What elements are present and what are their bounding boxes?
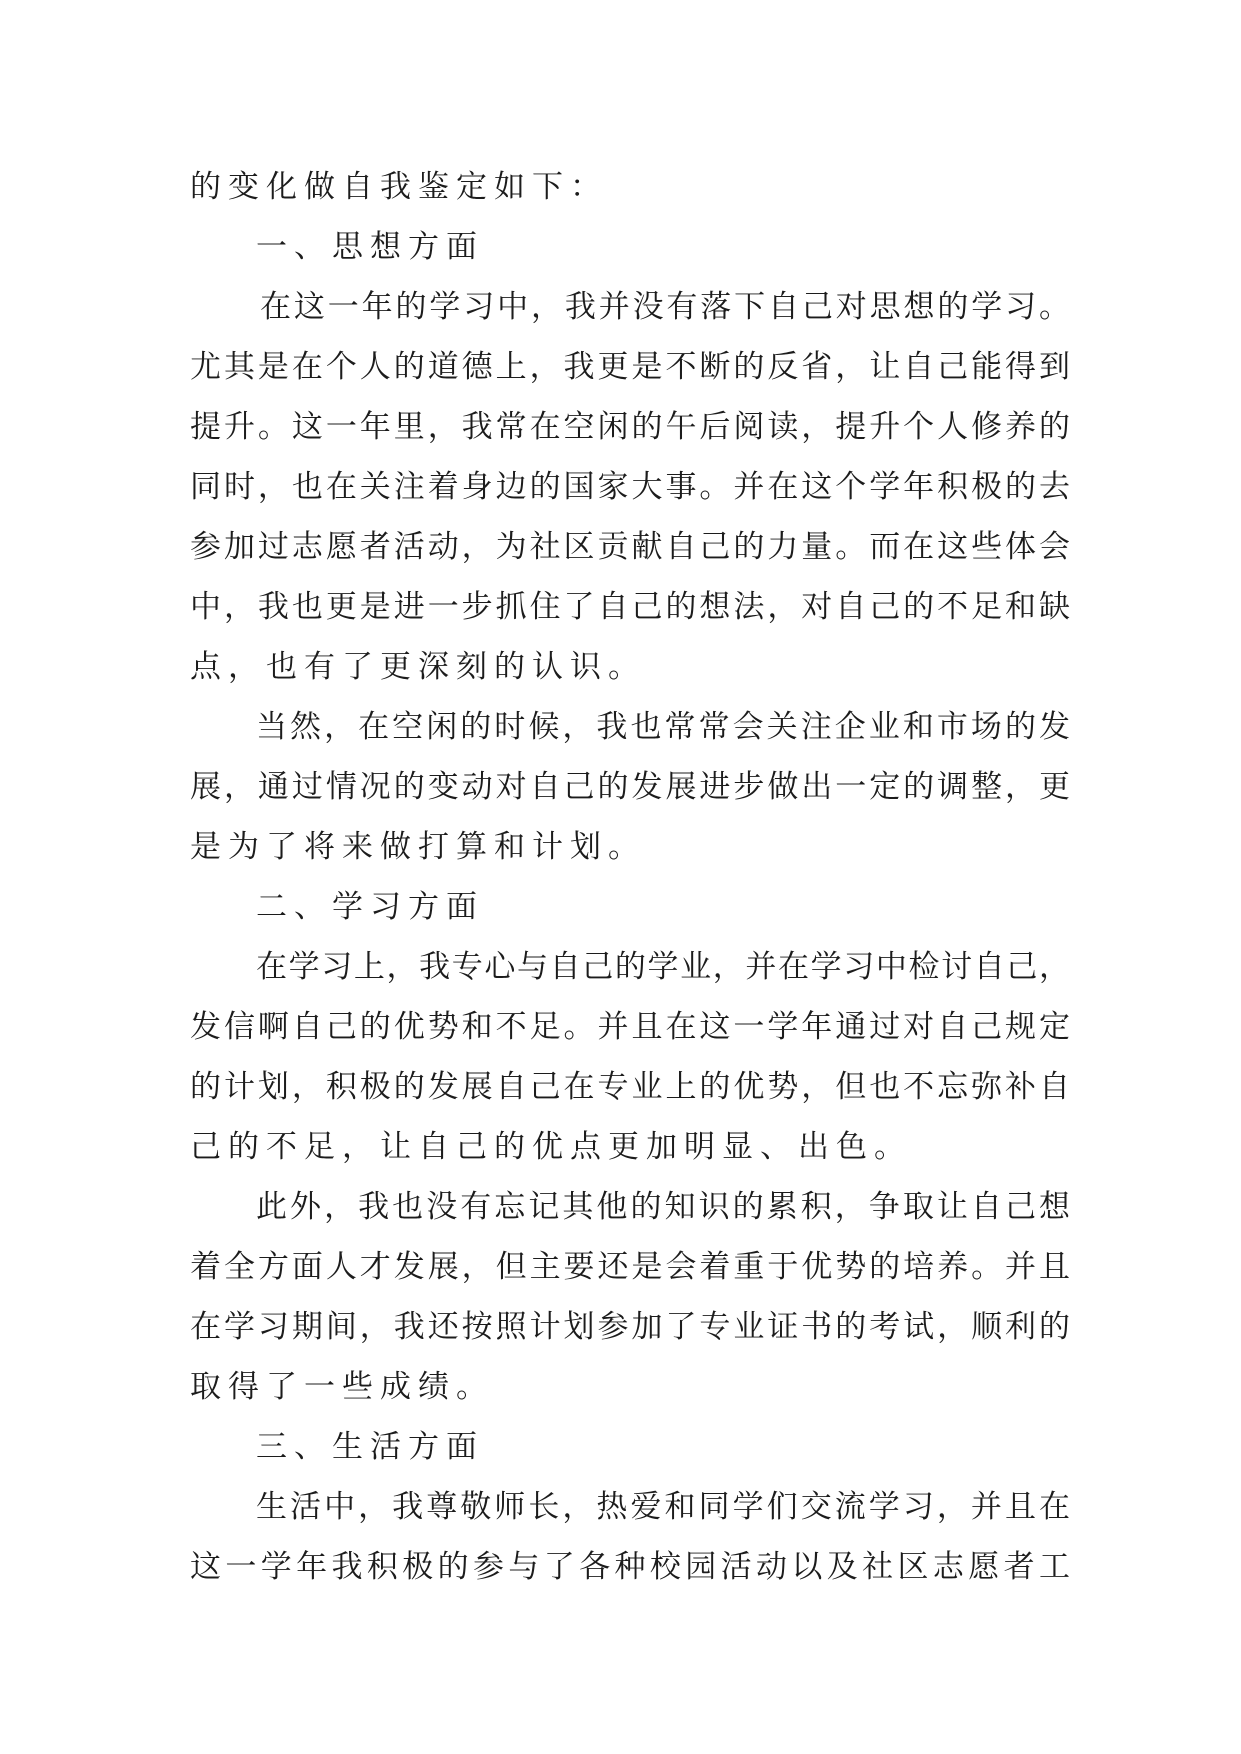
text-line: 的变化做自我鉴定如下： [190, 169, 608, 205]
text-line: 的计划，积极的发展自己在专业上的优势，但也不忘弥补自 [190, 1069, 1070, 1105]
text-line: 展，通过情况的变动对自己的发展进步做出一定的调整，更 [190, 769, 1070, 805]
text-line: 尤其是在个人的道德上，我更是不断的反省，让自己能得到 [190, 349, 1070, 385]
text-line: 己的不足，让自己的优点更加明显、出色。 [190, 1129, 912, 1165]
text-line: 这一学年我积极的参与了各种校园活动以及社区志愿者工 [190, 1549, 1070, 1585]
text-line: 在学习期间，我还按照计划参加了专业证书的考试，顺利的 [190, 1309, 1070, 1345]
text-line: 中，我也更是进一步抓住了自己的想法，对自己的不足和缺 [190, 589, 1070, 625]
section-heading-study: 二、学习方面 [256, 889, 484, 925]
text-line: 此外，我也没有忘记其他的知识的累积，争取让自己想 [256, 1189, 1070, 1225]
text-line: 同时，也在关注着身边的国家大事。并在这个学年积极的去 [190, 469, 1070, 505]
text-line: 在学习上，我专心与自己的学业，并在学习中检讨自己， [256, 949, 1070, 985]
text-line: 参加过志愿者活动，为社区贡献自己的力量。而在这些体会 [190, 529, 1070, 565]
text-line: 发信啊自己的优势和不足。并且在这一学年通过对自己规定 [190, 1009, 1070, 1045]
text-line: 在这一年的学习中，我并没有落下自己对思想的学习。 [260, 289, 1070, 325]
text-line: 着全方面人才发展，但主要还是会着重于优势的培养。并且 [190, 1249, 1070, 1285]
text-line: 提升。这一年里，我常在空闲的午后阅读，提升个人修养的 [190, 409, 1070, 445]
text-line: 点，也有了更深刻的认识。 [190, 649, 646, 685]
text-line: 当然，在空闲的时候，我也常常会关注企业和市场的发 [256, 709, 1070, 745]
section-heading-life: 三、生活方面 [256, 1429, 484, 1465]
text-line: 是为了将来做打算和计划。 [190, 829, 646, 865]
text-line: 取得了一些成绩。 [190, 1369, 494, 1405]
text-line: 生活中，我尊敬师长，热爱和同学们交流学习，并且在 [256, 1489, 1070, 1525]
section-heading-thought: 一、思想方面 [256, 229, 484, 265]
